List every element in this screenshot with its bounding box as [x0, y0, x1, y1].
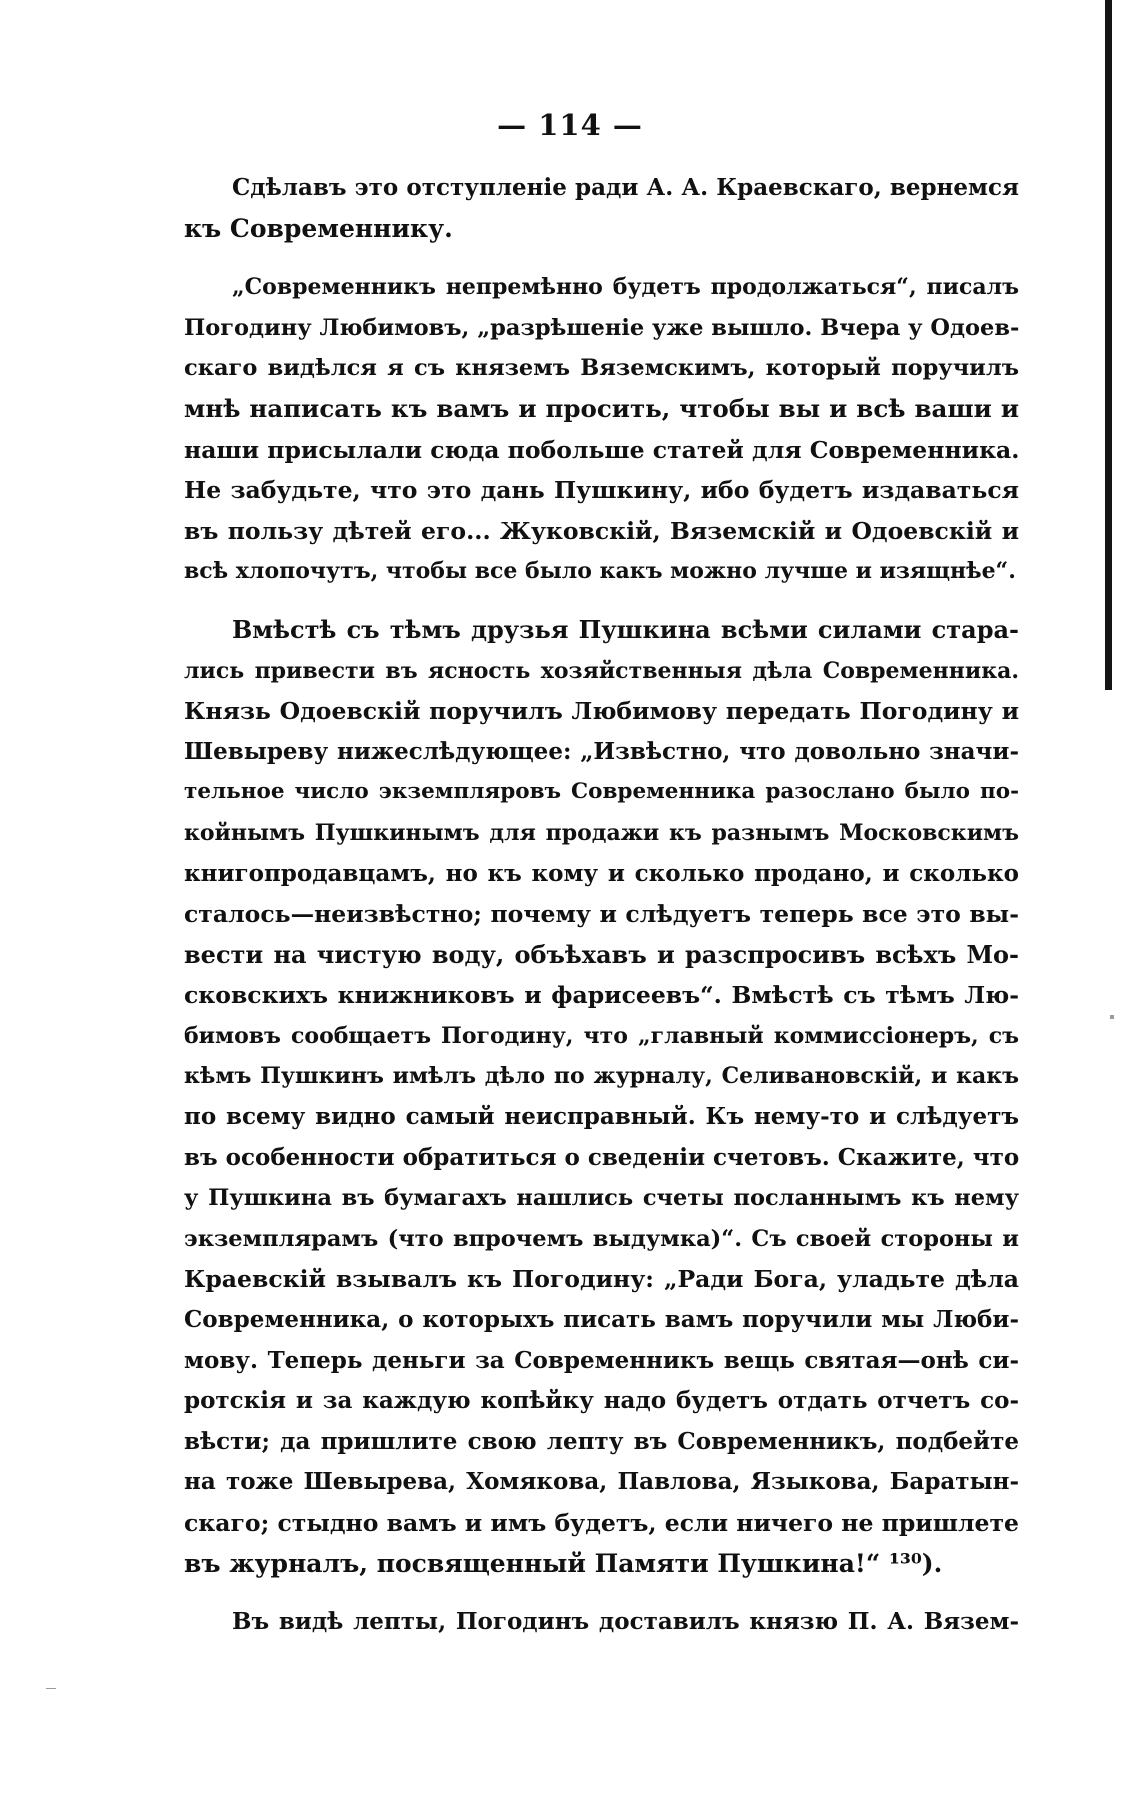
text-line: по всему видно самый неисправный. Къ нему-то и слѣдуетъ	[184, 1103, 1019, 1131]
text-line: въ пользу дѣтей его... Жуковскій, Вяземскій и Одоевскій и	[184, 516, 1019, 545]
text-line: у Пушкина въ бумагахъ нашлись счеты посланнымъ къ нему	[184, 1185, 1019, 1212]
text-line: Не забудьте, что это дань Пушкину, ибо будетъ издаваться	[184, 476, 1019, 505]
text-line: Современника, о которыхъ писать вамъ поручили мы Люби-	[184, 1306, 1019, 1334]
text-line: къ Современнику.	[184, 213, 453, 243]
text-line: скаго; стыдно вамъ и имъ будетъ, если ничего не пришлете	[184, 1509, 1019, 1537]
text-line: на тоже Шевырева, Хомякова, Павлова, Языкова, Баратын-	[184, 1468, 1019, 1496]
scan-edge-shadow	[1105, 0, 1112, 690]
body-text	[184, 168, 1019, 1643]
scan-speck	[46, 1688, 56, 1689]
text-line: сталось—неизвѣстно; почему и слѣдуетъ теперь все это вы-	[184, 900, 1019, 929]
text-line: вести на чистую воду, объѣхавъ и разспросивъ всѣхъ Мо-	[184, 939, 1019, 969]
text-line: экземплярамъ (что впрочемъ выдумка)“. Съ своей стороны и	[184, 1225, 1019, 1252]
text-line: ротскія и за каждую копѣйку надо будетъ отдать отчетъ со-	[184, 1387, 1019, 1415]
text-line: койнымъ Пушкинымъ для продажи къ разнымъ Московскимъ	[184, 819, 1019, 846]
text-line: Вмѣстѣ съ тѣмъ друзья Пушкина всѣми силами стара-	[232, 614, 1019, 644]
text-line: въ журналъ, посвященный Памяти Пушкина!“ ¹³⁰).	[184, 1548, 943, 1578]
text-line: Шевыреву нижеслѣдующее: „Извѣстно, что довольно значи-	[184, 737, 1019, 765]
text-line: Князь Одоевскій поручилъ Любимову передать Погодину и	[184, 697, 1019, 726]
text-line: сковскихъ книжниковъ и фарисеевъ“. Вмѣстѣ съ тѣмъ Лю-	[184, 981, 1019, 1010]
text-line: „Современникъ непремѣнно будетъ продолжаться“, писалъ	[232, 274, 1019, 301]
text-line: въ особенности обратиться о сведеніи счетовъ. Скажите, что	[184, 1143, 1019, 1171]
text-line: мову. Теперь деньги за Современникъ вещь святая—онѣ си-	[184, 1346, 1019, 1374]
page-number: — 114 —	[497, 108, 643, 142]
paragraph-gap	[184, 592, 1019, 610]
text-line: вѣсти; да пришлите свою лепту въ Современникъ, подбейте	[184, 1427, 1019, 1455]
text-line: книгопродавцамъ, но къ кому и сколько продано, и сколько	[184, 859, 1019, 887]
text-line: бимовъ сообщаетъ Погодину, что „главный коммиссіонеръ, съ	[184, 1022, 1019, 1049]
text-line: Краевскій взывалъ къ Погодину: „Ради Бога, уладьте дѣла	[184, 1265, 1019, 1294]
text-line: мнѣ написать къ вамъ и просить, чтобы вы и всѣ ваши и	[184, 393, 1019, 423]
text-line: тельное число экземпляровъ Современника разослано было по-	[184, 779, 1019, 805]
scan-speck	[1110, 1015, 1114, 1019]
text-line: всѣ хлопочутъ, чтобы все было какъ можно лучше и изящнѣе“.	[184, 558, 1016, 585]
text-line: кѣмъ Пушкинъ имѣлъ дѣло по журналу, Селивановскій, и какъ	[184, 1063, 1019, 1090]
text-line: наши присылали сюда побольше статей для Современника.	[184, 435, 1019, 464]
paragraph-gap	[184, 1584, 1019, 1602]
text-line: Сдѣлавъ это отступленіе ради А. А. Краевскаго, вернемся	[232, 174, 1019, 201]
text-line: лись привести въ ясность хозяйственныя дѣла Современника.	[184, 657, 1019, 684]
text-line: скаго видѣлся я съ княземъ Вяземскимъ, который поручилъ	[184, 355, 1019, 382]
text-line: Погодину Любимовъ, „разрѣшеніе уже вышло. Вчера у Одоев-	[184, 314, 1019, 341]
text-line: Въ видѣ лепты, Погодинъ доставилъ князю П. А. Вязем-	[232, 1608, 1019, 1636]
paragraph-gap	[184, 249, 1019, 267]
